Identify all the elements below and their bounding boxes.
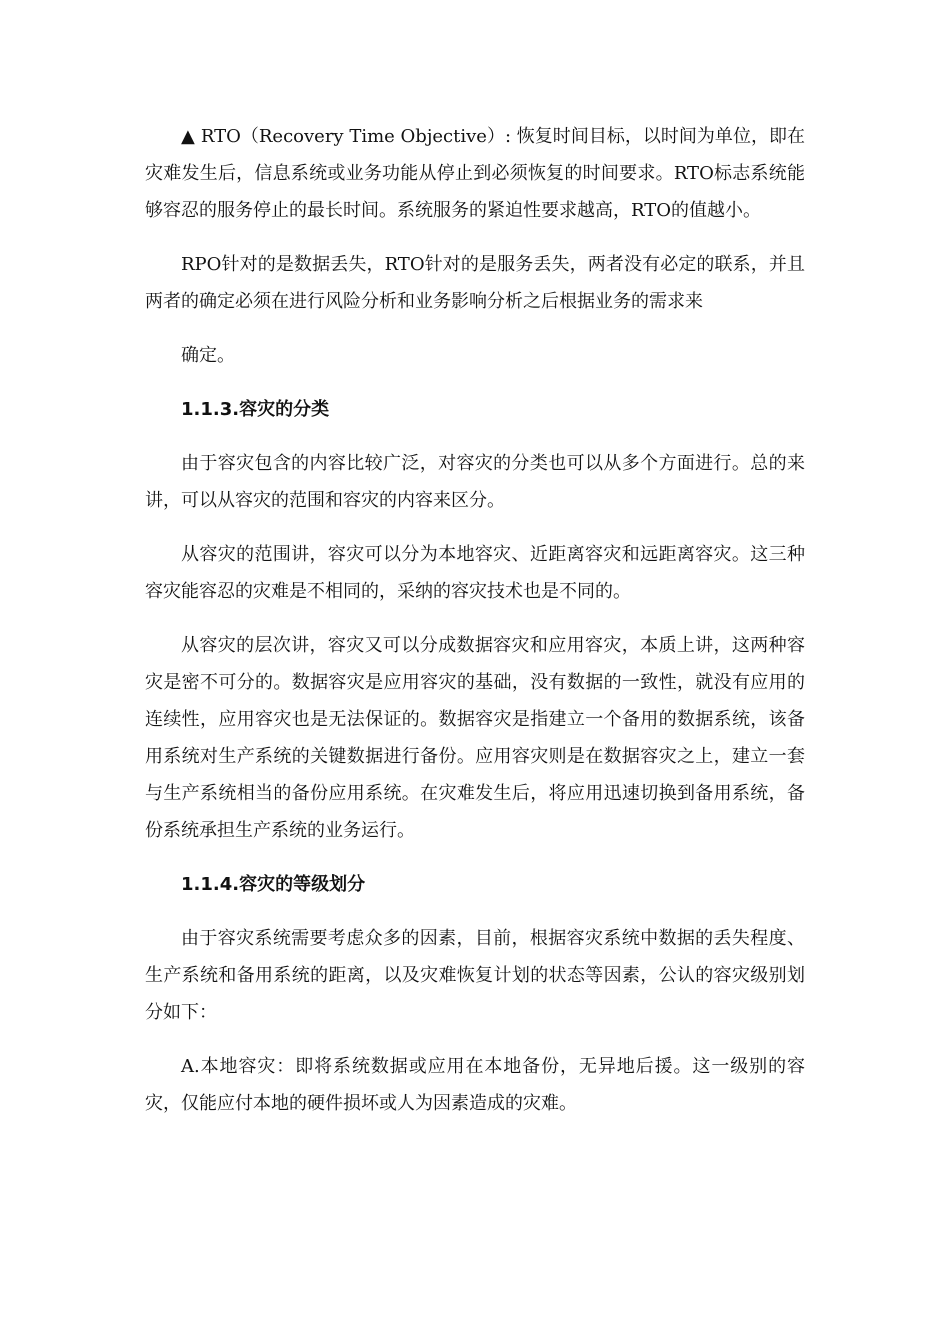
- document-body: [145, 118, 805, 1139]
- paragraph-rto-text: RTO（Recovery Time Objective）: 恢复时间目标，以时间为单位，即在灾难发生后，信息系统或业务功能从停止到必须恢复的时间要求。RTO标志系统能够容忍的服务停止的最长时间。系统服务的紧迫性要求越高，RTO的值越小。: [145, 126, 805, 221]
- paragraph-rto-definition: [145, 118, 805, 229]
- paragraph-rpo-rto-comparison: RPO针对的是数据丢失，RTO针对的是服务丢失，两者没有必定的联系，并且两者的确定必须在进行风险分析和业务影响分析之后根据业务的需求来: [145, 254, 805, 312]
- paragraph-local-disaster-recovery: A.本地容灾：即将系统数据或应用在本地备份，无异地后援。这一级别的容灾，仅能应付本地的硬件损坏或人为因素造成的灾难。: [145, 1056, 805, 1114]
- paragraph-confirm: 确定。: [181, 345, 235, 366]
- paragraph-classification-level: 从容灾的层次讲，容灾又可以分成数据容灾和应用容灾，本质上讲，这两种容灾是密不可分的。数据容灾是应用容灾的基础，没有数据的一致性，就没有应用的连续性，应用容灾也是无法保证的。数据容灾是指建立一个备用的数据系统，该备用系统对生产系统的关键数据进行备份。应用容灾则是在数据容灾之上，建立一套与生产系统相当的备份应用系统。在灾难发生后，将应用迅速切换到备用系统，备份系统承担生产系统的业务运行。: [145, 635, 805, 841]
- paragraph-classification-intro: 由于容灾包含的内容比较广泛，对容灾的分类也可以从多个方面进行。总的来讲，可以从容灾的范围和容灾的内容来区分。: [145, 453, 805, 511]
- triangle-bullet-icon: ▲: [181, 126, 195, 147]
- section-heading-grading: 1.1.4.容灾的等级划分: [181, 874, 366, 895]
- paragraph-classification-scope: 从容灾的范围讲，容灾可以分为本地容灾、近距离容灾和远距离容灾。这三种容灾能容忍的灾难是不相同的，采纳的容灾技术也是不同的。: [145, 544, 805, 602]
- paragraph-grading-intro: 由于容灾系统需要考虑众多的因素，目前，根据容灾系统中数据的丢失程度、生产系统和备用系统的距离，以及灾难恢复计划的状态等因素，公认的容灾级别划分如下：: [145, 928, 805, 1023]
- section-heading-classification: 1.1.3.容灾的分类: [181, 399, 330, 420]
